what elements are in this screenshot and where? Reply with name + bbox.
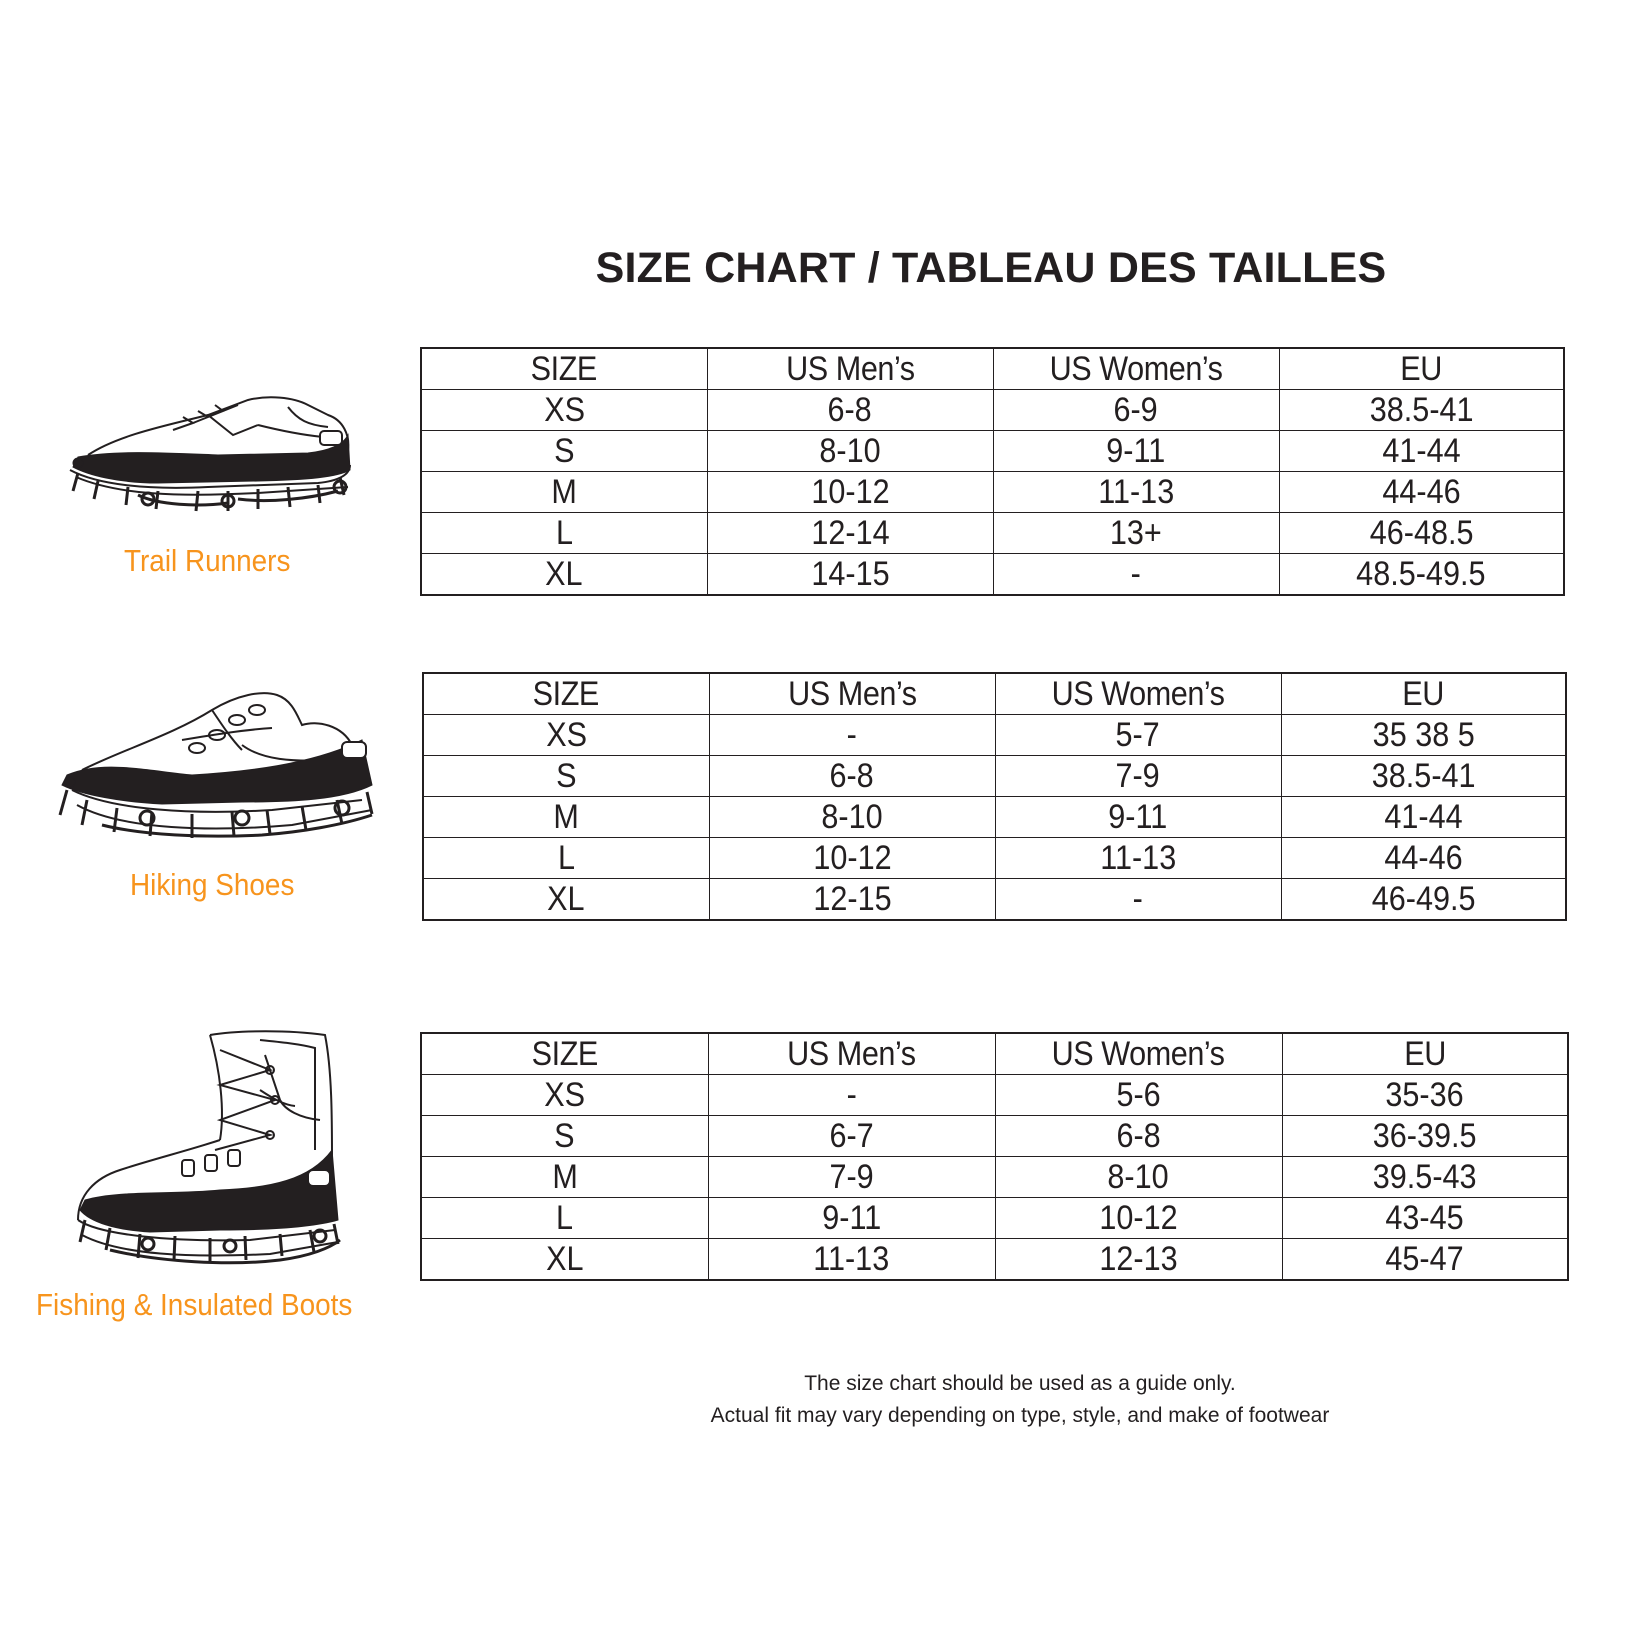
trail-runner-shoe-icon [58, 395, 368, 535]
us-womens-cell: 13+ [993, 513, 1279, 554]
us-womens-column-header: US Women’s [993, 348, 1279, 390]
us-mens-cell: 10-12 [709, 838, 995, 879]
us-womens-column-header: US Women’s [995, 673, 1281, 715]
eu-column-header: EU [1281, 673, 1566, 715]
table-row [421, 1157, 1568, 1198]
hiking-shoes-label: Hiking Shoes [130, 867, 295, 902]
footnote-line-1: The size chart should be used as a guide only. [804, 1372, 1236, 1395]
us-womens-cell: 6-8 [995, 1116, 1282, 1157]
eu-cell: 46-49.5 [1281, 879, 1566, 921]
size-cell: XL [421, 1239, 708, 1281]
trail-runners-label: Trail Runners [124, 543, 291, 578]
us-womens-cell: 6-9 [993, 390, 1279, 431]
eu-cell: 43-45 [1282, 1198, 1568, 1239]
size-cell: XL [421, 554, 707, 596]
table-row [421, 1116, 1568, 1157]
size-cell: L [421, 1198, 708, 1239]
size-cell: XS [421, 390, 707, 431]
eu-cell: 44-46 [1279, 472, 1564, 513]
eu-cell: 45-47 [1282, 1239, 1568, 1281]
eu-cell: 44-46 [1281, 838, 1566, 879]
eu-column-header: EU [1282, 1033, 1568, 1075]
table-row [421, 1198, 1568, 1239]
size-column-header: SIZE [423, 673, 709, 715]
us-mens-cell: - [709, 715, 995, 756]
us-mens-cell: - [708, 1075, 995, 1116]
us-womens-cell: 7-9 [995, 756, 1281, 797]
size-cell: M [421, 472, 707, 513]
size-column-header: SIZE [421, 1033, 708, 1075]
table-row [421, 390, 1564, 431]
size-cell: M [423, 797, 709, 838]
size-cell: L [421, 513, 707, 554]
us-mens-cell: 12-15 [709, 879, 995, 921]
eu-cell: 39.5-43 [1282, 1157, 1568, 1198]
us-mens-cell: 12-14 [707, 513, 993, 554]
us-mens-cell: 6-8 [709, 756, 995, 797]
eu-cell: 48.5-49.5 [1279, 554, 1564, 596]
size-cell: M [421, 1157, 708, 1198]
table-row [421, 472, 1564, 513]
table-row [423, 756, 1566, 797]
size-cell: XS [423, 715, 709, 756]
eu-cell: 35-36 [1282, 1075, 1568, 1116]
us-womens-cell: - [993, 554, 1279, 596]
table-row [423, 797, 1566, 838]
size-column-header: SIZE [421, 348, 707, 390]
us-mens-cell: 8-10 [709, 797, 995, 838]
hiking-shoe-icon [42, 690, 382, 850]
footnote-line-2: Actual fit may vary depending on type, style, and make of footwear [710, 1404, 1330, 1427]
us-womens-cell: 12-13 [995, 1239, 1282, 1281]
table-row [423, 715, 1566, 756]
us-mens-column-header: US Men’s [708, 1033, 995, 1075]
table-row [421, 431, 1564, 472]
hiking-shoes-size-table [422, 672, 1567, 921]
us-womens-cell: 11-13 [995, 838, 1281, 879]
table-row [421, 513, 1564, 554]
us-mens-column-header: US Men’s [707, 348, 993, 390]
us-mens-cell: 10-12 [707, 472, 993, 513]
insulated-boots-label: Fishing & Insulated Boots [36, 1287, 353, 1322]
eu-cell: 41-44 [1281, 797, 1566, 838]
us-womens-column-header: US Women’s [995, 1033, 1282, 1075]
table-header-row [421, 348, 1564, 390]
us-womens-cell: 8-10 [995, 1157, 1282, 1198]
us-womens-cell: 5-7 [995, 715, 1281, 756]
us-mens-column-header: US Men’s [709, 673, 995, 715]
table-row [423, 838, 1566, 879]
us-mens-cell: 11-13 [708, 1239, 995, 1281]
us-womens-cell: 9-11 [993, 431, 1279, 472]
table-row [421, 554, 1564, 596]
eu-cell: 46-48.5 [1279, 513, 1564, 554]
us-womens-cell: 10-12 [995, 1198, 1282, 1239]
size-cell: XL [423, 879, 709, 921]
trail-runners-size-table [420, 347, 1565, 596]
us-mens-cell: 6-7 [708, 1116, 995, 1157]
table-header-row [423, 673, 1566, 715]
size-cell: S [421, 431, 707, 472]
insulated-boot-icon [70, 1030, 360, 1280]
table-row [421, 1239, 1568, 1281]
us-womens-cell: - [995, 879, 1281, 921]
us-mens-cell: 9-11 [708, 1198, 995, 1239]
page-title: SIZE CHART / TABLEAU DES TAILLES [595, 244, 1387, 292]
eu-cell: 41-44 [1279, 431, 1564, 472]
us-womens-cell: 5-6 [995, 1075, 1282, 1116]
us-mens-cell: 7-9 [708, 1157, 995, 1198]
table-row [423, 879, 1566, 921]
size-cell: XS [421, 1075, 708, 1116]
size-guide-footnote [620, 1368, 1420, 1432]
table-row [421, 1075, 1568, 1116]
eu-cell: 38.5-41 [1281, 756, 1566, 797]
us-mens-cell: 14-15 [707, 554, 993, 596]
us-womens-cell: 11-13 [993, 472, 1279, 513]
eu-cell: 38.5-41 [1279, 390, 1564, 431]
eu-column-header: EU [1279, 348, 1564, 390]
size-cell: S [423, 756, 709, 797]
eu-cell: 36-39.5 [1282, 1116, 1568, 1157]
insulated-boots-size-table [420, 1032, 1569, 1281]
eu-cell: 35 38 5 [1281, 715, 1566, 756]
size-cell: S [421, 1116, 708, 1157]
us-womens-cell: 9-11 [995, 797, 1281, 838]
table-header-row [421, 1033, 1568, 1075]
us-mens-cell: 8-10 [707, 431, 993, 472]
size-cell: L [423, 838, 709, 879]
us-mens-cell: 6-8 [707, 390, 993, 431]
